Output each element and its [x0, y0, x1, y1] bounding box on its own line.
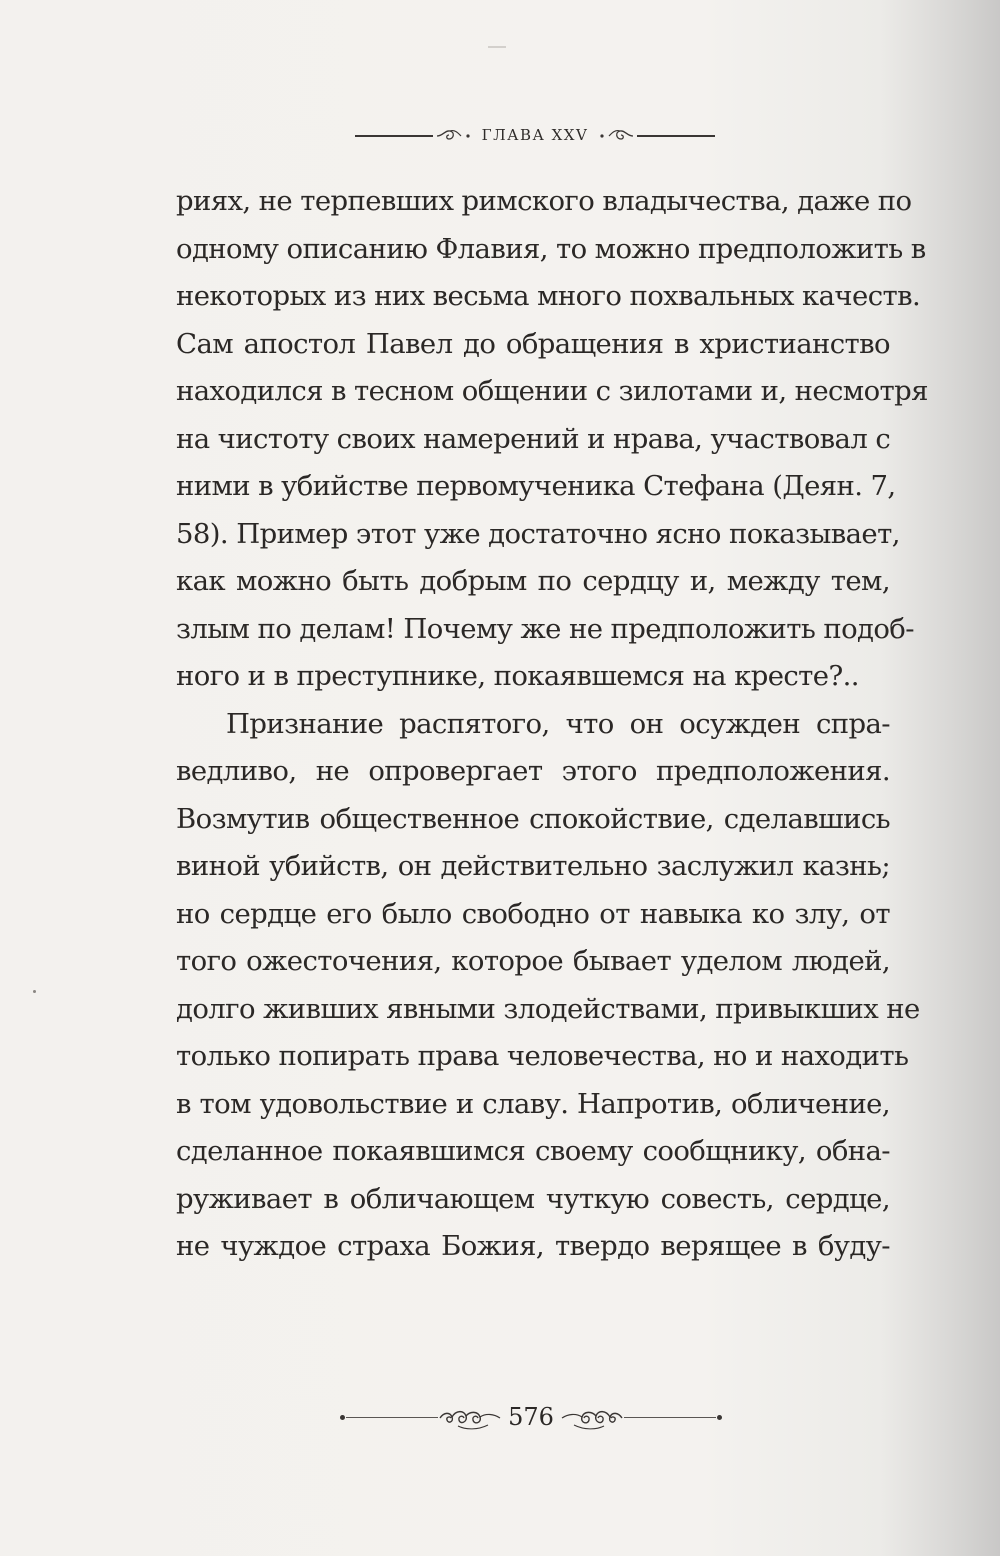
footer-rule-right — [624, 1417, 716, 1418]
page-footer — [340, 1402, 722, 1432]
footer-dot-right — [717, 1415, 722, 1420]
text-line: не чуждое страха Божия, твердо верящее в буду- — [176, 1230, 890, 1262]
footer-dot-left — [340, 1415, 345, 1420]
text-line: на чистоту своих намерений и нрава, участвовал с — [176, 422, 891, 455]
text-line: Сам апостол Павел до обращения в христианство — [176, 327, 890, 360]
text-line: долго живших явными злодействами, привыкших не — [176, 992, 920, 1025]
text-line: сделанное покаявшимся своему сообщнику, обна- — [176, 1135, 890, 1167]
footer-rule-left — [346, 1417, 438, 1418]
page-number: 576 — [508, 1403, 554, 1431]
text-line: находился в тесном общении с зилотами и, несмотря — [176, 375, 928, 407]
footer-ornament-right-icon — [560, 1404, 624, 1432]
header-rule-left — [355, 135, 433, 137]
text-line: злым по делам! Почему же не предположить подоб- — [176, 612, 914, 645]
text-line: риях, не терпевших римского владычества, даже по — [176, 185, 912, 217]
text-line: руживает в обличающем чуткую совесть, сердце, — [176, 1182, 890, 1215]
text-line: ного и в преступнике, покаявшемся на кресте?.. — [176, 660, 859, 692]
text-line: но сердце его было свободно от навыка ко злу, от — [176, 897, 890, 930]
header-rule-right — [637, 135, 715, 137]
text-line: виной убийств, он действительно заслужил казнь; — [176, 850, 890, 882]
text-line: ними в убийстве первомученика Стефана (Деян. 7, — [176, 470, 896, 502]
text-line: только попирать права человечества, но и находить — [176, 1040, 909, 1072]
text-line: 58). Пример этот уже достаточно ясно показывает, — [176, 517, 900, 550]
text-line: одному описанию Флавия, то можно предположить в — [176, 232, 926, 265]
text-line: в том удовольствие и славу. Напротив, обличение, — [176, 1087, 890, 1120]
text-line: некоторых из них весьма много похвальных качеств. — [176, 280, 921, 312]
margin-speck — [33, 990, 36, 993]
text-line: того ожесточения, которое бывает уделом людей, — [176, 945, 890, 977]
paragraph-first-line: Признание распятого, что он осужден спра- — [226, 707, 890, 740]
chapter-title: ГЛАВА XXV — [481, 126, 589, 144]
text-line: ведливо, не опровергает этого предположения. — [176, 755, 890, 787]
header-ornament-right-icon — [595, 125, 635, 147]
text-line: как можно быть добрым по сердцу и, между тем, — [176, 565, 890, 597]
top-speck — [488, 46, 506, 48]
header-ornament-left-icon — [435, 125, 475, 147]
running-header — [355, 124, 715, 148]
text-line: Возмутив общественное спокойствие, сделавшись — [176, 802, 890, 835]
footer-ornament-left-icon — [438, 1404, 502, 1432]
body-text — [176, 178, 928, 1271]
